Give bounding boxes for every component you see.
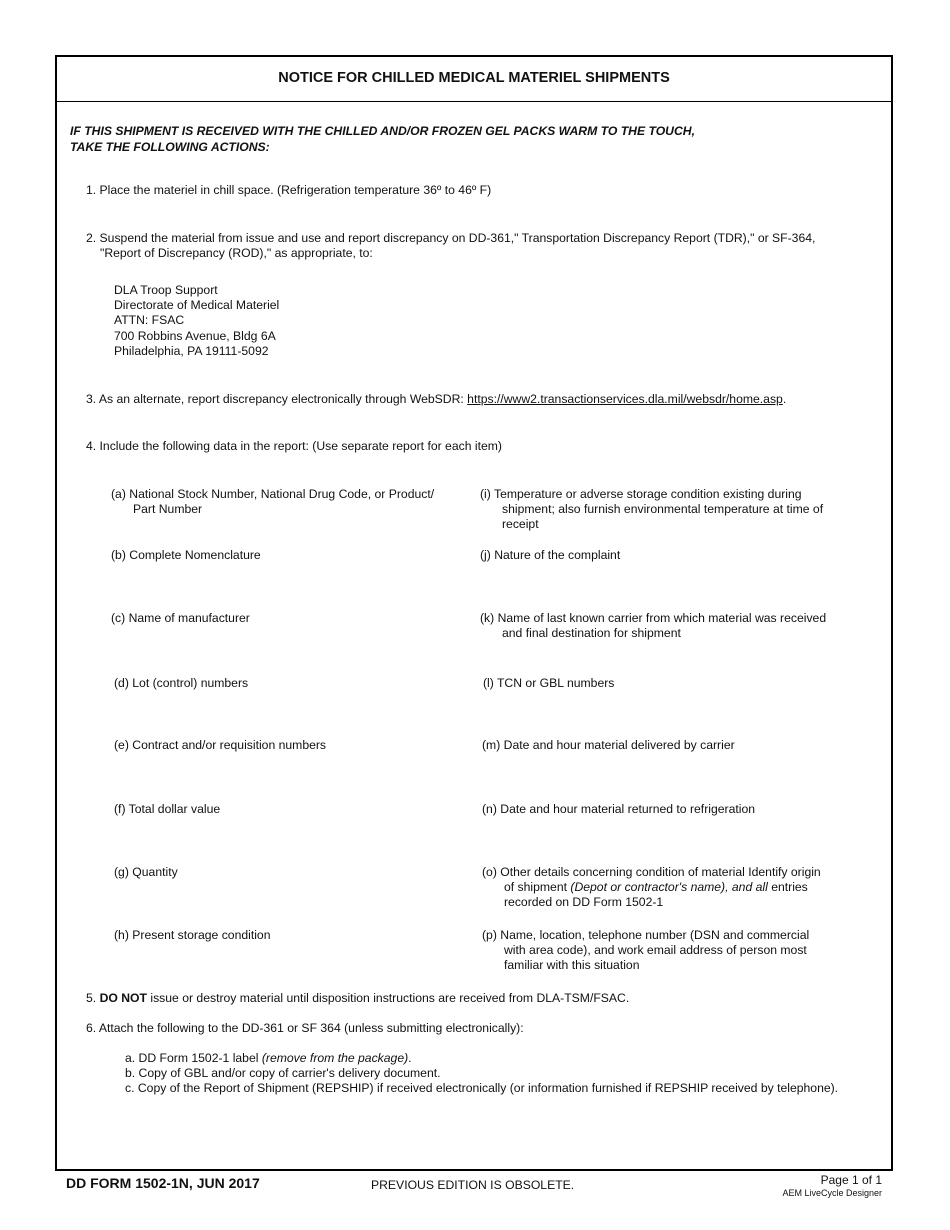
item-i-line-1: (i) Temperature or adverse storage condition existing during xyxy=(480,487,802,501)
step-2-line-1: 2. Suspend the material from issue and use and report discrepancy on DD-361," Transportation Discrepancy Report (TDR)," or SF-364, xyxy=(86,231,816,245)
item-o-line-3: recorded on DD Form 1502-1 xyxy=(504,895,664,910)
designer-label: AEM LiveCycle Designer xyxy=(782,1188,882,1198)
step-5-emphasis: DO NOT xyxy=(99,991,147,1005)
item-g: (g) Quantity xyxy=(114,865,178,879)
item-a-line-1: (a) National Stock Number, National Drug Code, or Product/ xyxy=(111,487,435,501)
item-i-line-3: receipt xyxy=(502,517,539,532)
attach-item-a xyxy=(125,1051,838,1066)
address-line: DLA Troop Support xyxy=(114,283,218,297)
address-line: 700 Robbins Avenue, Bldg 6A xyxy=(114,328,276,343)
item-d: (d) Lot (control) numbers xyxy=(114,676,249,690)
step-1: 1. Place the materiel in chill space. (Refrigeration temperature 36º to 46º F) xyxy=(86,183,492,197)
step-6: 6. Attach the following to the DD-361 or SF 364 (unless submitting electronically): xyxy=(86,1021,524,1035)
warning-line-2: TAKE THE FOLLOWING ACTIONS: xyxy=(70,139,270,154)
item-b: (b) Complete Nomenclature xyxy=(111,548,261,562)
attach-list xyxy=(125,1051,838,1097)
address-block xyxy=(114,283,279,359)
step-3-suffix: . xyxy=(782,392,787,406)
page-info xyxy=(782,1174,882,1200)
attach-a-suffix: . xyxy=(408,1051,412,1065)
item-i xyxy=(480,487,823,533)
item-h: (h) Present storage condition xyxy=(114,928,271,942)
item-a-line-2: Part Number xyxy=(133,502,203,517)
item-o-text-end: entries xyxy=(767,880,808,895)
attach-item-c: c. Copy of the Report of Shipment (REPSHIP) if received electronically (or information furnished if REPSHIP received by telephone). xyxy=(125,1081,839,1096)
page-number: Page 1 of 1 xyxy=(820,1173,882,1187)
item-p xyxy=(482,928,809,974)
step-5-prefix: 5. xyxy=(86,991,100,1005)
item-k-line-1: (k) Name of last known carrier from which material was received xyxy=(480,611,827,625)
item-l: (l) TCN or GBL numbers xyxy=(483,676,615,690)
item-k-line-2: and final destination for shipment xyxy=(502,626,681,641)
form-id: DD FORM 1502-1N, JUN 2017 xyxy=(66,1175,260,1191)
item-e: (e) Contract and/or requisition numbers xyxy=(114,738,327,752)
item-p-line-1: (p) Name, location, telephone number (DSN and commercial xyxy=(482,928,810,942)
item-o-text: of shipment xyxy=(504,880,571,895)
step-5-text: issue or destroy material until disposition instructions are received from DLA-TSM/FSAC. xyxy=(146,991,630,1005)
obsolete-notice: PREVIOUS EDITION IS OBSOLETE. xyxy=(371,1178,575,1192)
item-n: (n) Date and hour material returned to refrigeration xyxy=(482,802,756,816)
item-o-line-2 xyxy=(482,880,821,895)
item-p-line-2: with area code), and work email address of person most xyxy=(504,943,807,958)
attach-a-text: a. DD Form 1502-1 label xyxy=(125,1051,262,1065)
item-o-line-1: (o) Other details concerning condition of material Identify origin xyxy=(482,865,821,879)
step-3 xyxy=(86,392,786,407)
item-p-line-3: familiar with this situation xyxy=(504,958,640,973)
item-f: (f) Total dollar value xyxy=(114,802,221,816)
websdr-link[interactable]: https://www2.transactionservices.dla.mil/websdr/home.asp xyxy=(467,392,783,406)
item-c: (c) Name of manufacturer xyxy=(111,611,250,625)
step-2 xyxy=(86,231,815,261)
step-4: 4. Include the following data in the report: (Use separate report for each item) xyxy=(86,439,502,453)
attach-item-b: b. Copy of GBL and/or copy of carrier's delivery document. xyxy=(125,1066,441,1081)
address-line: Directorate of Medical Materiel xyxy=(114,298,280,313)
form-title: NOTICE FOR CHILLED MEDICAL MATERIEL SHIPMENTS xyxy=(57,57,891,102)
attach-a-italic: (remove from the package) xyxy=(261,1051,409,1065)
item-k xyxy=(480,611,826,641)
item-o-italic: (Depot or contractor's name), and all xyxy=(570,880,768,895)
address-line: Philadelphia, PA 19111-5092 xyxy=(114,343,269,358)
item-o xyxy=(482,865,821,911)
item-j: (j) Nature of the complaint xyxy=(480,548,621,562)
warning-text xyxy=(70,124,695,155)
warning-line-1: IF THIS SHIPMENT IS RECEIVED WITH THE CHILLED AND/OR FROZEN GEL PACKS WARM TO THE TOUCH, xyxy=(70,124,695,138)
step-2-line-2: "Report of Discrepancy (ROD)," as appropriate, to: xyxy=(100,246,373,261)
step-5 xyxy=(86,991,629,1006)
item-m: (m) Date and hour material delivered by carrier xyxy=(482,738,735,752)
item-a xyxy=(111,487,434,517)
step-3-text: 3. As an alternate, report discrepancy electronically through WebSDR: xyxy=(86,392,468,406)
item-i-line-2: shipment; also furnish environmental temperature at time of xyxy=(502,502,824,517)
address-line: ATTN: FSAC xyxy=(114,313,185,328)
